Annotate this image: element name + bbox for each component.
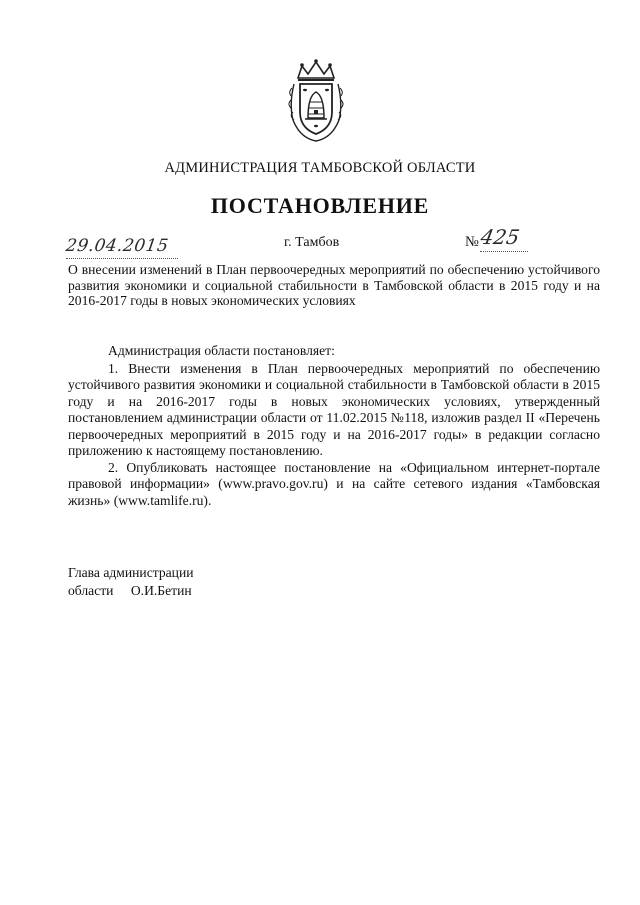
body-item-2: 2. Опубликовать настоящее постановление на «Официальном интернет-портале правовой информации» (www.pravo.gov.ru) и на сайте сетевого издания «Тамбовская жизнь» (www.tamlife.ru). (68, 459, 600, 508)
preamble: Администрация области постановляет: (108, 343, 335, 358)
signatory-row (68, 582, 194, 600)
body-item-1: 1. Внести изменения в План первоочередных мероприятий по обеспечению устойчивого развития экономики и социальной стабильности в Тамбовской области в 2015 году и на 2016-2017 годы в новых экономических условиях, утвержденный постановлением администрации области от 11.02.2015 №118, изложив раздел II «Перечень первоочередных мероприятий в 2015 году и на 2016-2017 годы» в редакции согласно приложению к настоящему постановлению. (68, 360, 600, 458)
signatory-title-line2: области (68, 583, 114, 598)
organization-name: АДМИНИСТРАЦИЯ ТАМБОВСКОЙ ОБЛАСТИ (164, 160, 476, 176)
number-label: № (465, 234, 479, 250)
signatory-title-line1: Глава администрации (68, 565, 194, 580)
document-date: 29.04.2015 (64, 236, 170, 256)
number-underline (480, 251, 528, 252)
date-underline (66, 258, 178, 259)
signature-block (68, 564, 194, 600)
document-type-title: ПОСТАНОВЛЕНИЕ (210, 193, 430, 218)
signatory-name: О.И.Бетин (130, 583, 192, 598)
city-name: г. Тамбов (284, 235, 340, 250)
document-body (68, 343, 600, 509)
document-number: 425 (478, 225, 522, 249)
document-subject: О внесении изменений в План первоочередных мероприятий по обеспечению устойчивого развития экономики и социальной стабильности в Тамбовской области в 2015 году и на 2016-2017 годы в новых экономических условиях (68, 262, 600, 308)
tambov-coat-of-arms-icon (288, 58, 344, 142)
